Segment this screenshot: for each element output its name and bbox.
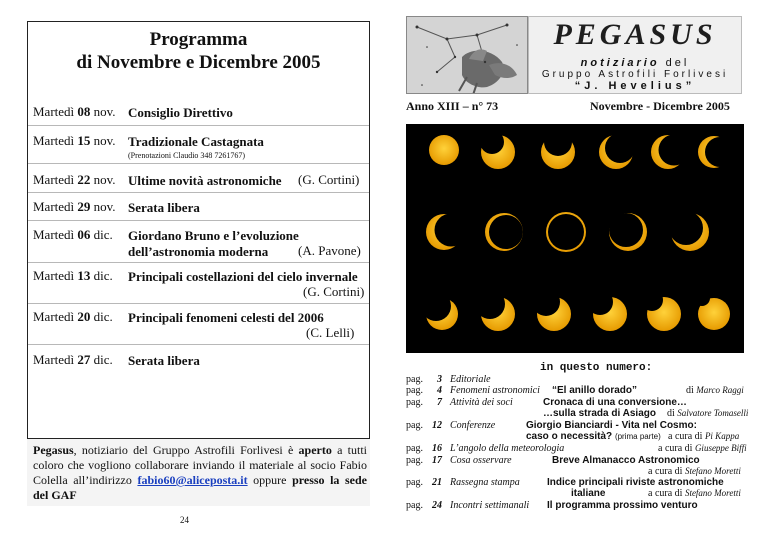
footer-text: Pegasus, notiziario del Gruppo Astrofili Forlivesi è aperto a tutti coloro che vogliono collaborare inviando il materiale al socio Fabio Colella all’indirizzo fabio60@aliceposta.it oppure presso la sede del GAF (33, 443, 367, 502)
row-separator (28, 344, 369, 345)
toc-article: Il programma prossimo venturo (547, 500, 698, 511)
page-number: 24 (180, 515, 189, 525)
toc-section: L’angolo della meteorologia (450, 443, 565, 454)
event-title: Principali fenomeni celesti del 2006 (128, 310, 324, 325)
event-speaker: (G. Cortini) (303, 284, 365, 299)
toc-pag: pag. (406, 385, 423, 396)
toc-article-line2: italiane (571, 488, 606, 499)
event-title: Serata libera (128, 200, 200, 215)
event-date: Martedì 15 nov. (33, 133, 116, 148)
toc-author: di Marco Raggi (686, 385, 744, 396)
toc-article: Giorgio Bianciardi - Vita nel Cosmo: (526, 420, 697, 431)
masthead-title: PEGASUS (553, 18, 717, 51)
event-speaker: (C. Lelli) (306, 325, 355, 340)
program-title-line2: di Novembre e Dicembre 2005 (76, 52, 321, 73)
event-date: Martedì 27 dic. (33, 352, 113, 367)
toc-pag: pag. (406, 477, 423, 488)
toc-article-line2: …sulla strada di Asiago (543, 408, 656, 419)
toc-section: Fenomeni astronomici (450, 385, 540, 396)
toc-article: Breve Almanacco Astronomico (552, 455, 700, 466)
toc-section: Conferenze (450, 420, 496, 431)
toc-section: Cosa osservare (450, 455, 512, 466)
toc-author: a cura di Stefano Moretti (648, 466, 741, 477)
toc-page-number: 16 (432, 443, 442, 454)
row-separator (28, 262, 369, 263)
pegasus-constellation-logo (406, 16, 528, 94)
toc-pag: pag. (406, 455, 423, 466)
event-date: Martedì 06 dic. (33, 227, 113, 242)
toc-page-number: 17 (432, 455, 442, 466)
toc-article: Indice principali riviste astronomiche (547, 477, 724, 488)
toc-author: a cura di Giuseppe Biffi (658, 443, 747, 454)
row-separator (28, 220, 369, 221)
event-date: Martedì 29 nov. (33, 199, 116, 214)
email-link[interactable]: fabio60@aliceposta.it (137, 473, 248, 487)
issue-number: Anno XIII – n° 73 (406, 99, 499, 113)
toc-section: Incontri settimanali (450, 500, 530, 511)
masthead-subtitle: notiziario del (580, 57, 690, 69)
toc-pag: pag. (406, 397, 423, 408)
program-title (27, 28, 370, 74)
toc-pag: pag. (406, 374, 423, 385)
event-title: Giordano Bruno e l’evoluzione (128, 228, 299, 243)
toc-author: a cura di Stefano Moretti (648, 488, 741, 499)
event-title: Consiglio Direttivo (128, 105, 233, 120)
row-separator (28, 192, 369, 193)
toc-page-number: 12 (432, 420, 442, 431)
toc-section: Attività dei soci (450, 397, 513, 408)
masthead-group: Gruppo Astrofili Forlivesi (541, 69, 729, 80)
event-date: Martedì 22 nov. (33, 172, 116, 187)
event-title: Principali costellazioni del cielo invernale (128, 269, 358, 284)
event-date: Martedì 08 nov. (33, 104, 116, 119)
toc-pag: pag. (406, 443, 423, 454)
event-date: Martedì 20 dic. (33, 309, 113, 324)
toc-page-number: 3 (437, 374, 442, 385)
toc-page-number: 4 (437, 385, 442, 396)
row-separator (28, 303, 369, 304)
toc-pag: pag. (406, 500, 423, 511)
eclipse-sequence-photo (406, 124, 744, 353)
toc-page-number: 24 (432, 500, 442, 511)
masthead-hevelius: “J. Hevelius” (574, 80, 696, 92)
program-title-line1: Programma (149, 29, 248, 50)
in-this-issue-heading: in questo numero: (540, 362, 653, 374)
event-title: Ultime novità astronomiche (128, 173, 282, 188)
toc-section: Editoriale (450, 374, 491, 385)
toc-pag: pag. (406, 420, 423, 431)
event-speaker: (G. Cortini) (298, 172, 360, 187)
toc-page-number: 7 (437, 397, 442, 408)
event-title-line2: dell’astronomia moderna (128, 244, 269, 259)
row-separator (28, 163, 369, 164)
toc-section: Rassegna stampa (450, 477, 520, 488)
row-separator (28, 125, 369, 126)
toc-article-line2: caso o necessità? (prima parte) (526, 431, 661, 442)
program-box (27, 21, 370, 506)
event-title: Serata libera (128, 353, 200, 368)
toc-author: di Salvatore Tomaselli (667, 408, 749, 419)
event-speaker: (A. Pavone) (298, 243, 361, 258)
issue-date: Novembre - Dicembre 2005 (590, 99, 730, 113)
toc-article: “El anillo dorado” (552, 385, 638, 396)
toc-page-number: 21 (432, 477, 442, 488)
toc-author: a cura di Pi Kappa (668, 431, 740, 442)
toc-article: Cronaca di una conversione… (543, 397, 687, 408)
event-title: Tradizionale Castagnata (128, 134, 264, 149)
event-note: (Prenotazioni Claudio 348 7261767) (128, 151, 246, 160)
event-date: Martedì 13 dic. (33, 268, 113, 283)
